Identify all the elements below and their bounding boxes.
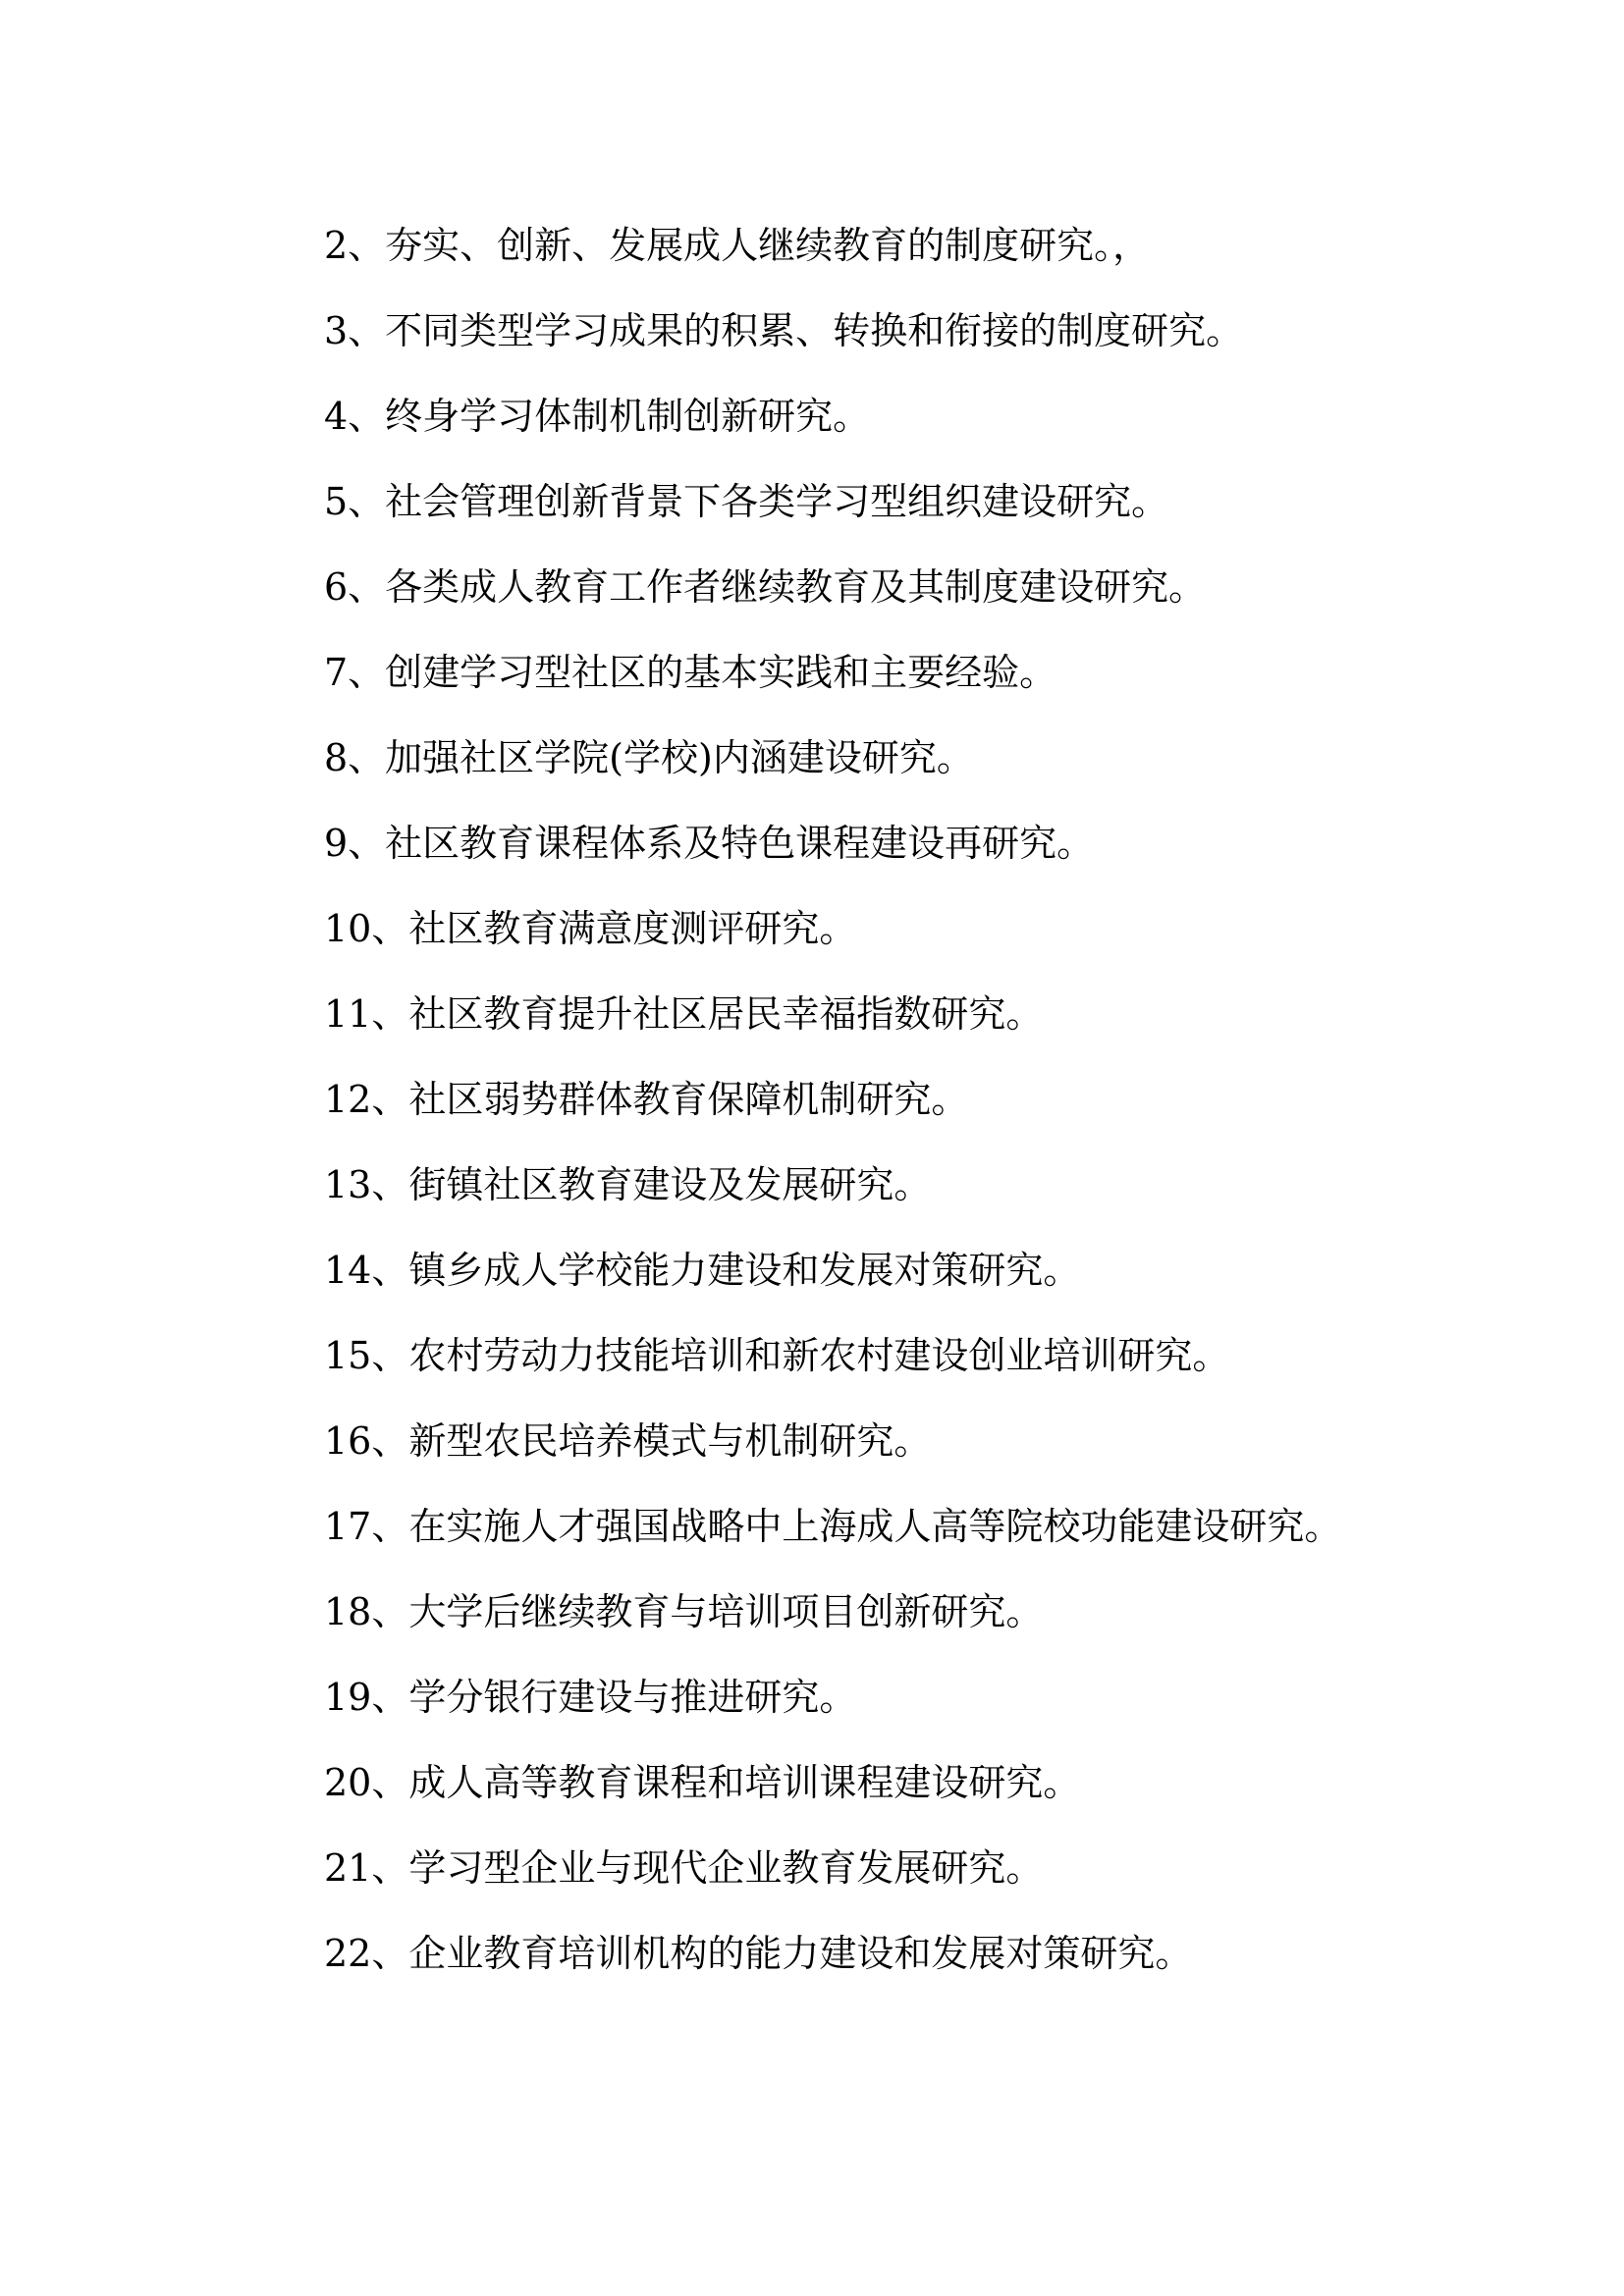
research-topic-list [245,203,1375,1997]
list-item: 13、街镇社区教育建设及发展研究。 [324,1163,932,1206]
list-item: 16、新型农民培养模式与机制研究。 [324,1419,932,1463]
list-item: 21、学习型企业与现代企业教育发展研究。 [324,1846,1044,1890]
list-item: 18、大学后继续教育与培训项目创新研究。 [324,1590,1044,1633]
list-item: 7、创建学习型社区的基本实践和主要经验。 [324,651,1057,694]
list-item: 19、学分银行建设与推进研究。 [324,1676,857,1719]
list-item: 20、成人高等教育课程和培训课程建设研究。 [324,1761,1081,1804]
list-item: 6、各类成人教育工作者继续教育及其制度建设研究。 [324,565,1207,609]
list-item: 17、在实施人才强国战略中上海成人高等院校功能建设研究。 [324,1505,1342,1548]
list-item: 14、镇乡成人学校能力建设和发展对策研究。 [324,1249,1081,1292]
list-item: 8、加强社区学院(学校)内涵建设研究。 [324,736,974,779]
list-item: 9、社区教育课程体系及特色课程建设再研究。 [324,822,1095,865]
list-item: 12、社区弱势群体教育保障机制研究。 [324,1078,969,1121]
list-item: 5、社会管理创新背景下各类学习型组织建设研究。 [324,480,1169,523]
list-item: 11、社区教育提升社区居民幸福指数研究。 [324,992,1044,1036]
list-item: 15、农村劳动力技能培训和新农村建设创业培训研究。 [324,1334,1230,1377]
list-item: 22、企业教育培训机构的能力建设和发展对策研究。 [324,1932,1193,1975]
list-item: 3、不同类型学习成果的积累、转换和衔接的制度研究。 [324,309,1244,352]
list-item: 10、社区教育满意度测评研究。 [324,907,857,950]
list-item: 2、夯实、创新、发展成人继续教育的制度研究。， [324,224,1151,267]
list-item: 4、终身学习体制机制创新研究。 [324,395,871,438]
